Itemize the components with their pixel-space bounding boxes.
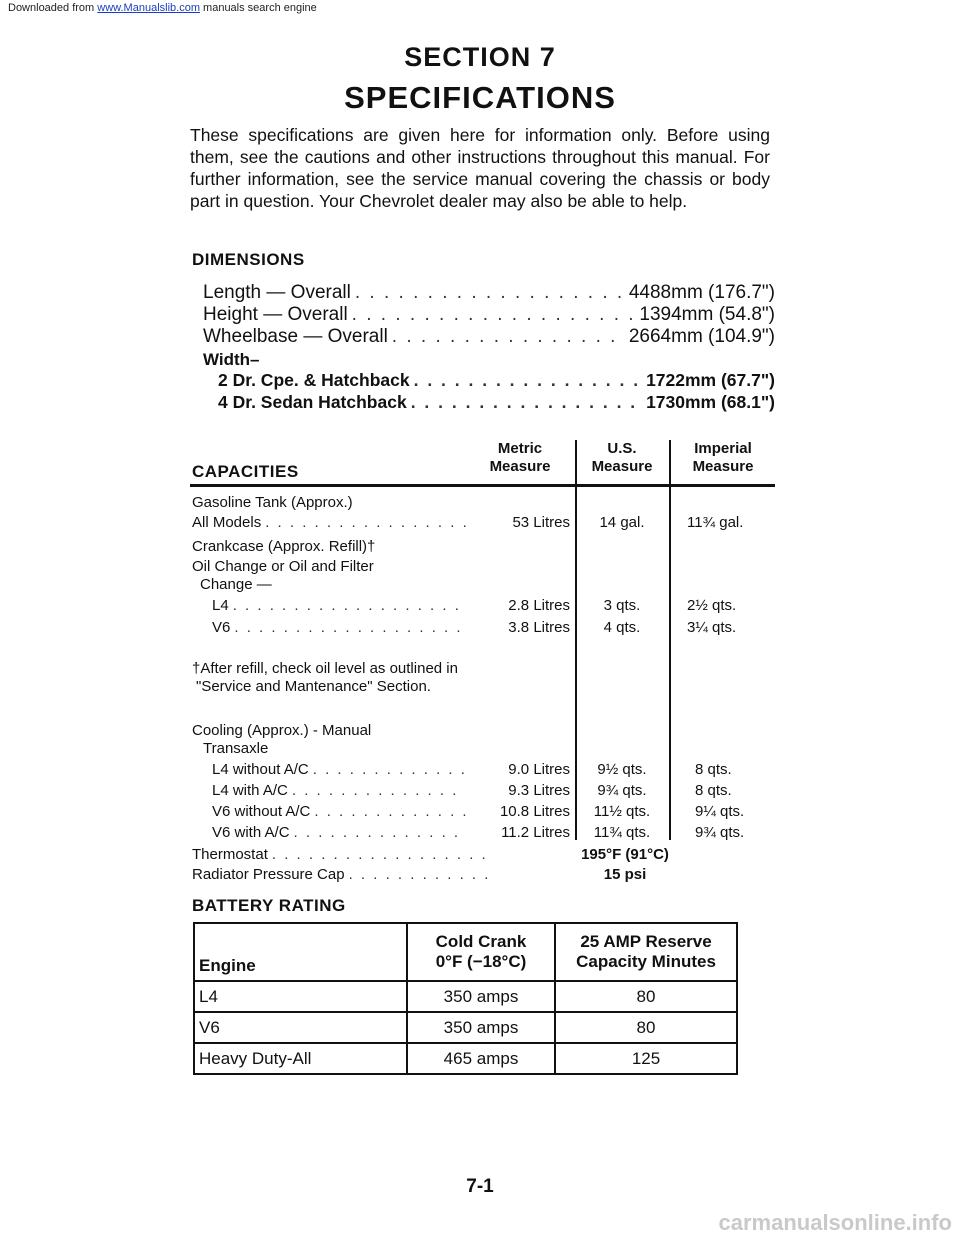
manualslib-link[interactable]: www.Manualslib.com [97, 2, 200, 14]
imperial-value: 11¾ gal. [687, 514, 744, 531]
us-value: 11½ qts. [593, 803, 651, 820]
intro-paragraph: These specifications are given here for information only. Before using them, see the cautions and other instructions throughout this manual. For further information, see the service manual covering the chassis or body part in question. Your Chevrolet dealer may also be able to help. [190, 125, 770, 211]
reserve-header: 25 AMP Reserve Capacity Minutes [555, 923, 737, 981]
capacity-row-oil-v6 [212, 619, 570, 636]
imperial-value: 8 qts. [695, 761, 732, 778]
us-value: 11¾ qts. [593, 824, 651, 841]
dimension-value: 1730mm (68.1") [646, 392, 775, 412]
table-row [194, 1043, 737, 1074]
capacity-label: Radiator Pressure Cap [192, 866, 345, 883]
engine-header: Engine [194, 923, 407, 981]
leader-dots [234, 619, 466, 636]
radiator-value: 15 psi [603, 866, 647, 883]
capacity-row-thermostat [192, 846, 492, 863]
dimension-label: 2 Dr. Cpe. & Hatchback [218, 370, 410, 390]
section-number: SECTION 7 [404, 42, 556, 72]
us-value: 4 qts. [603, 619, 641, 636]
dimension-row-width-4dr [218, 392, 775, 413]
metric-value: 10.8 Litres [499, 803, 570, 820]
dimension-label: Height — Overall [203, 304, 348, 325]
leader-dots [294, 824, 466, 841]
crankcase-label: Crankcase (Approx. Refill)† [192, 538, 376, 555]
capacity-label: L4 [212, 597, 229, 614]
us-value: 3 qts. [603, 597, 641, 614]
us-value: 14 gal. [599, 514, 645, 531]
width-label: Width– [203, 350, 260, 369]
footnote-line-2: "Service and Mantenance" Section. [196, 678, 431, 695]
dimension-value: 1722mm (67.7") [646, 370, 775, 390]
us-value: 9½ qts. [597, 761, 647, 778]
banner-suffix: manuals search engine [199, 2, 317, 14]
leader-dots [272, 846, 488, 863]
capacity-label: V6 without A/C [212, 803, 311, 820]
cold-crank-cell: 350 amps [407, 1012, 555, 1043]
metric-value: 9.0 Litres [508, 761, 570, 778]
footnote-line-1: †After refill, check oil level as outlined in [192, 660, 458, 677]
dimension-row-width-2dr [218, 370, 775, 391]
imperial-value: 2½ qts. [687, 597, 737, 614]
cold-crank-cell: 465 amps [407, 1043, 555, 1074]
cold-crank-header: Cold Crank 0°F (−18°C) [407, 923, 555, 981]
column-divider [575, 440, 577, 840]
dimensions-heading: DIMENSIONS [192, 250, 305, 269]
cooling-label-2: Transaxle [203, 740, 269, 757]
column-header-us: U.S. Measure [591, 440, 653, 475]
page-number: 7-1 [466, 1176, 494, 1197]
reserve-cell: 80 [555, 981, 737, 1012]
leader-dots [313, 761, 466, 778]
cooling-label: Cooling (Approx.) - Manual [192, 722, 372, 739]
us-value: 9¾ qts. [597, 782, 647, 799]
engine-cell: Heavy Duty-All [194, 1043, 407, 1074]
dimension-value: 4488mm (176.7") [628, 282, 775, 303]
leader-dots [414, 370, 642, 391]
leader-dots [352, 304, 636, 326]
leader-dots [411, 392, 642, 413]
download-banner [8, 2, 317, 14]
column-divider [669, 440, 671, 840]
capacity-label: L4 with A/C [212, 782, 288, 799]
metric-value: 9.3 Litres [508, 782, 570, 799]
oil-change-label-2: Change — [200, 576, 272, 593]
dimension-row-length [203, 282, 775, 304]
metric-value: 53 Litres [512, 514, 570, 531]
metric-value: 2.8 Litres [508, 597, 570, 614]
capacities-heading: CAPACITIES [192, 462, 299, 481]
capacity-row-cooling [212, 803, 570, 820]
capacity-label: V6 with A/C [212, 824, 290, 841]
leader-dots [355, 282, 625, 304]
leader-dots [392, 326, 625, 348]
dimension-label: 4 Dr. Sedan Hatchback [218, 392, 407, 412]
oil-change-label: Oil Change or Oil and Filter [192, 558, 374, 575]
engine-cell: L4 [194, 981, 407, 1012]
imperial-value: 9¼ qts. [695, 803, 745, 820]
gasoline-label: Gasoline Tank (Approx.) [192, 494, 353, 511]
table-row [194, 1012, 737, 1043]
imperial-value: 9¾ qts. [695, 824, 745, 841]
leader-dots [233, 597, 466, 614]
leader-dots [349, 866, 488, 883]
dimension-label: Length — Overall [203, 282, 351, 303]
cold-crank-cell: 350 amps [407, 981, 555, 1012]
engine-cell: V6 [194, 1012, 407, 1043]
battery-heading: BATTERY RATING [192, 896, 346, 915]
capacity-row-oil-l4 [212, 597, 570, 614]
capacity-row-gasoline [192, 514, 570, 531]
leader-dots [265, 514, 466, 531]
capacity-label: Thermostat [192, 846, 268, 863]
watermark-logo: carmanualsonline.info [718, 1210, 952, 1235]
reserve-cell: 80 [555, 1012, 737, 1043]
metric-value: 3.8 Litres [508, 619, 570, 636]
table-row [194, 981, 737, 1012]
capacity-label: All Models [192, 514, 262, 531]
banner-prefix: Downloaded from [8, 2, 98, 14]
imperial-value: 8 qts. [695, 782, 732, 799]
dimension-row-height [203, 304, 775, 326]
battery-table [193, 922, 738, 1075]
metric-value: 11.2 Litres [501, 824, 570, 841]
capacity-label: V6 [212, 619, 231, 636]
leader-dots [292, 782, 466, 799]
leader-dots [314, 803, 466, 820]
column-header-imperial: Imperial Measure [692, 440, 754, 475]
capacity-row-radiator [192, 866, 492, 883]
dimension-value: 1394mm (54.8") [639, 304, 775, 325]
thermostat-value: 195°F (91°C) [581, 846, 669, 863]
capacity-row-cooling [212, 782, 570, 799]
dimension-row-wheelbase [203, 326, 775, 348]
reserve-cell: 125 [555, 1043, 737, 1074]
dimension-value: 2664mm (104.9") [628, 326, 775, 347]
dimension-label: Wheelbase — Overall [203, 326, 388, 347]
battery-header-row [194, 923, 737, 981]
header-rule [190, 484, 775, 487]
capacity-row-cooling [212, 761, 570, 778]
column-header-metric: Metric Measure [489, 440, 551, 475]
imperial-value: 3¼ qts. [687, 619, 737, 636]
section-title: SPECIFICATIONS [344, 80, 616, 115]
capacity-label: L4 without A/C [212, 761, 309, 778]
capacity-row-cooling [212, 824, 570, 841]
